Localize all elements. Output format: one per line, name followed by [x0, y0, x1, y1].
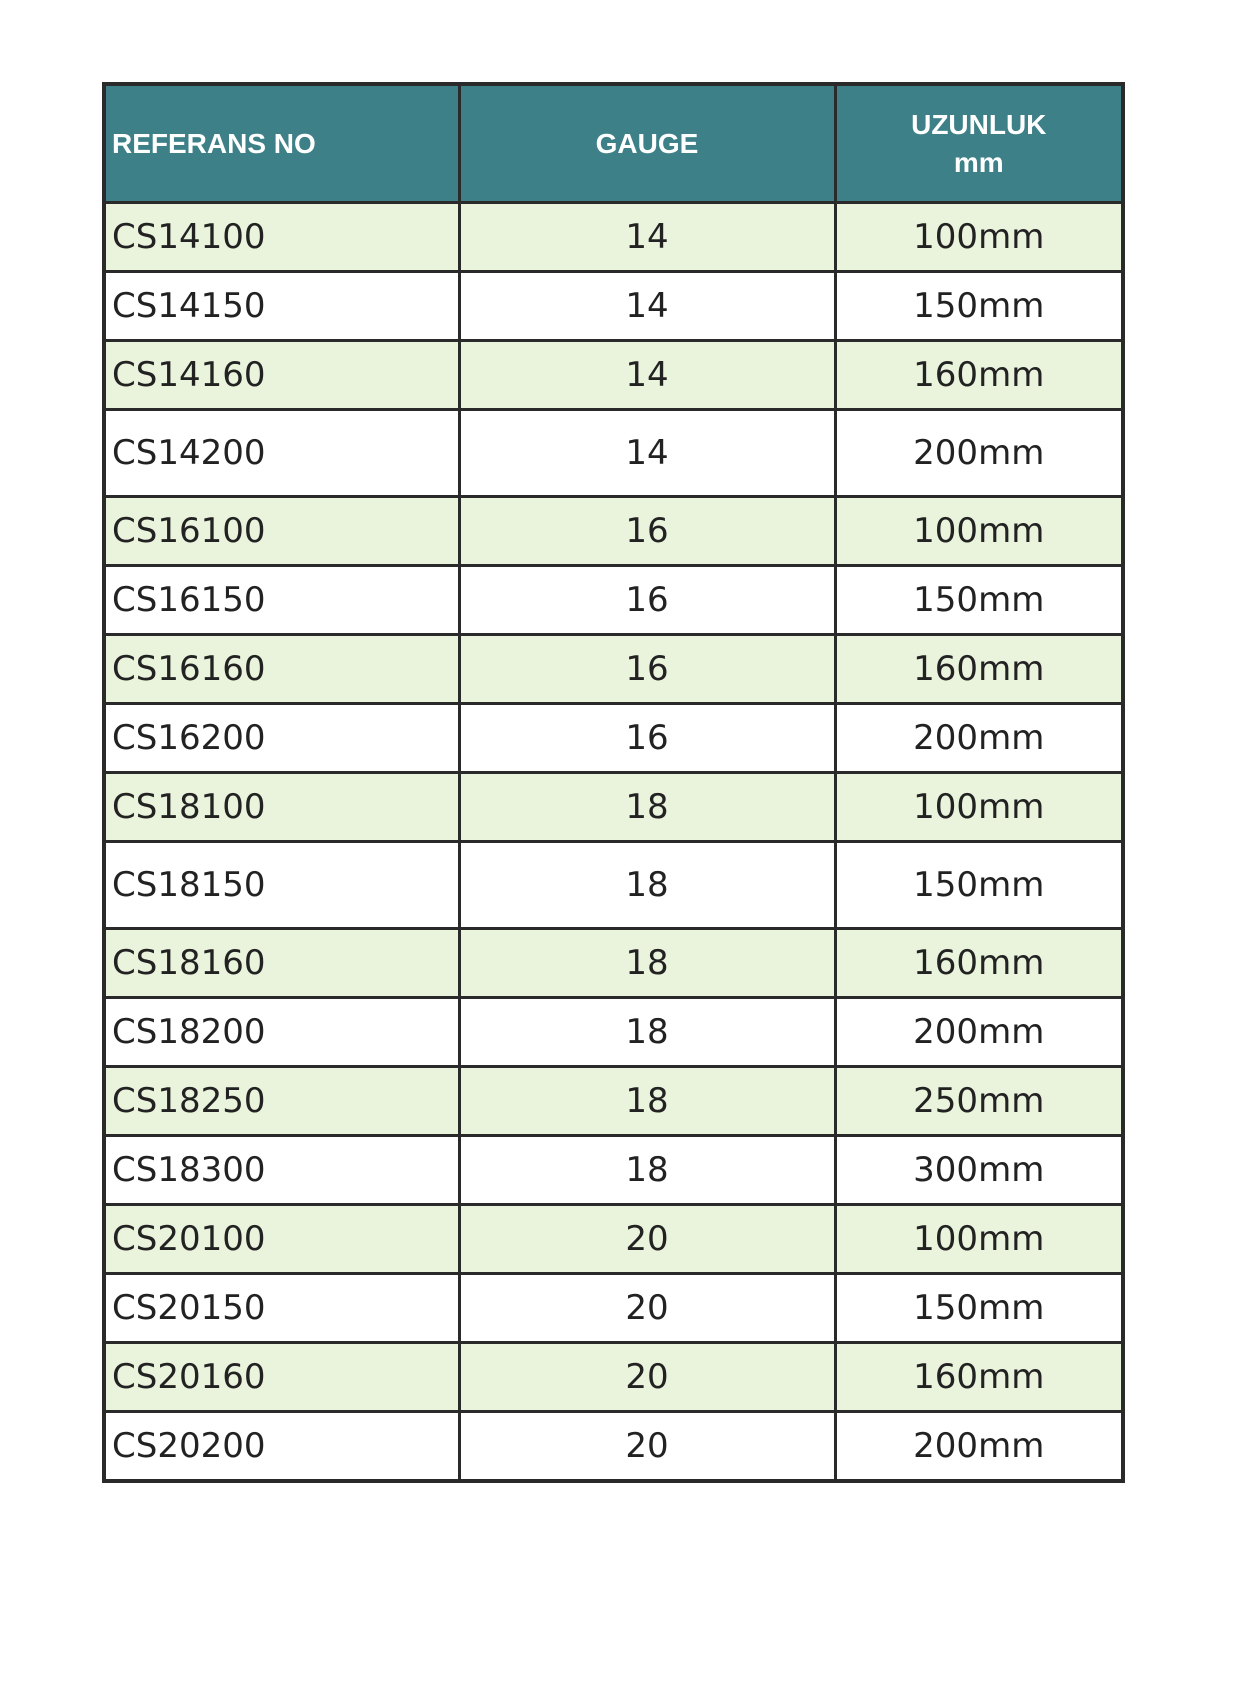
cell-length: 150mm [835, 272, 1123, 341]
cell-gauge: 14 [459, 341, 835, 410]
cell-gauge: 14 [459, 410, 835, 497]
cell-gauge: 16 [459, 704, 835, 773]
table-row [104, 1067, 1123, 1136]
cell-ref-no: CS14160 [104, 341, 459, 410]
cell-length: 150mm [835, 842, 1123, 929]
cell-gauge: 14 [459, 272, 835, 341]
cell-ref-no: CS14100 [104, 203, 459, 272]
cell-gauge: 18 [459, 842, 835, 929]
cell-length: 150mm [835, 566, 1123, 635]
cell-length: 160mm [835, 929, 1123, 998]
cell-ref-no: CS18250 [104, 1067, 459, 1136]
cell-length: 200mm [835, 1412, 1123, 1482]
header-length [835, 84, 1123, 203]
spec-table [102, 82, 1125, 1483]
header-ref-no: REFERANS NO [104, 84, 459, 203]
table-row [104, 1343, 1123, 1412]
cell-gauge: 14 [459, 203, 835, 272]
table-row [104, 635, 1123, 704]
cell-gauge: 20 [459, 1205, 835, 1274]
cell-length: 160mm [835, 1343, 1123, 1412]
cell-length: 150mm [835, 1274, 1123, 1343]
cell-gauge: 18 [459, 1067, 835, 1136]
table-row [104, 410, 1123, 497]
table-row [104, 203, 1123, 272]
cell-ref-no: CS18100 [104, 773, 459, 842]
cell-gauge: 16 [459, 635, 835, 704]
cell-length: 160mm [835, 635, 1123, 704]
cell-ref-no: CS18150 [104, 842, 459, 929]
cell-ref-no: CS14150 [104, 272, 459, 341]
header-length-label: UZUNLUK [911, 108, 1047, 140]
cell-gauge: 16 [459, 497, 835, 566]
cell-length: 100mm [835, 497, 1123, 566]
header-length-unit: mm [953, 146, 1004, 178]
cell-ref-no: CS18200 [104, 998, 459, 1067]
table-row [104, 704, 1123, 773]
table-row [104, 1205, 1123, 1274]
table-row [104, 842, 1123, 929]
header-gauge: GAUGE [459, 84, 835, 203]
cell-length: 200mm [835, 998, 1123, 1067]
cell-gauge: 18 [459, 1136, 835, 1205]
cell-ref-no: CS20200 [104, 1412, 459, 1482]
cell-length: 250mm [835, 1067, 1123, 1136]
table-row [104, 1136, 1123, 1205]
cell-ref-no: CS16150 [104, 566, 459, 635]
cell-ref-no: CS14200 [104, 410, 459, 497]
table-row [104, 497, 1123, 566]
cell-gauge: 20 [459, 1274, 835, 1343]
cell-gauge: 16 [459, 566, 835, 635]
table-row [104, 566, 1123, 635]
table-row [104, 1274, 1123, 1343]
cell-gauge: 20 [459, 1343, 835, 1412]
cell-ref-no: CS16100 [104, 497, 459, 566]
cell-ref-no: CS20150 [104, 1274, 459, 1343]
header-row [104, 84, 1123, 203]
table-row [104, 272, 1123, 341]
cell-length: 200mm [835, 704, 1123, 773]
cell-length: 200mm [835, 410, 1123, 497]
cell-ref-no: CS20100 [104, 1205, 459, 1274]
table-row [104, 929, 1123, 998]
cell-length: 100mm [835, 203, 1123, 272]
table-row [104, 773, 1123, 842]
table-row [104, 998, 1123, 1067]
cell-gauge: 20 [459, 1412, 835, 1482]
table-header [104, 84, 1123, 203]
cell-ref-no: CS20160 [104, 1343, 459, 1412]
cell-ref-no: CS16200 [104, 704, 459, 773]
table-row [104, 1412, 1123, 1482]
cell-gauge: 18 [459, 929, 835, 998]
table-body [104, 203, 1123, 1482]
cell-length: 160mm [835, 341, 1123, 410]
cell-length: 100mm [835, 1205, 1123, 1274]
table-row [104, 341, 1123, 410]
cell-ref-no: CS18300 [104, 1136, 459, 1205]
cell-gauge: 18 [459, 773, 835, 842]
cell-length: 100mm [835, 773, 1123, 842]
cell-ref-no: CS16160 [104, 635, 459, 704]
cell-ref-no: CS18160 [104, 929, 459, 998]
cell-gauge: 18 [459, 998, 835, 1067]
cell-length: 300mm [835, 1136, 1123, 1205]
